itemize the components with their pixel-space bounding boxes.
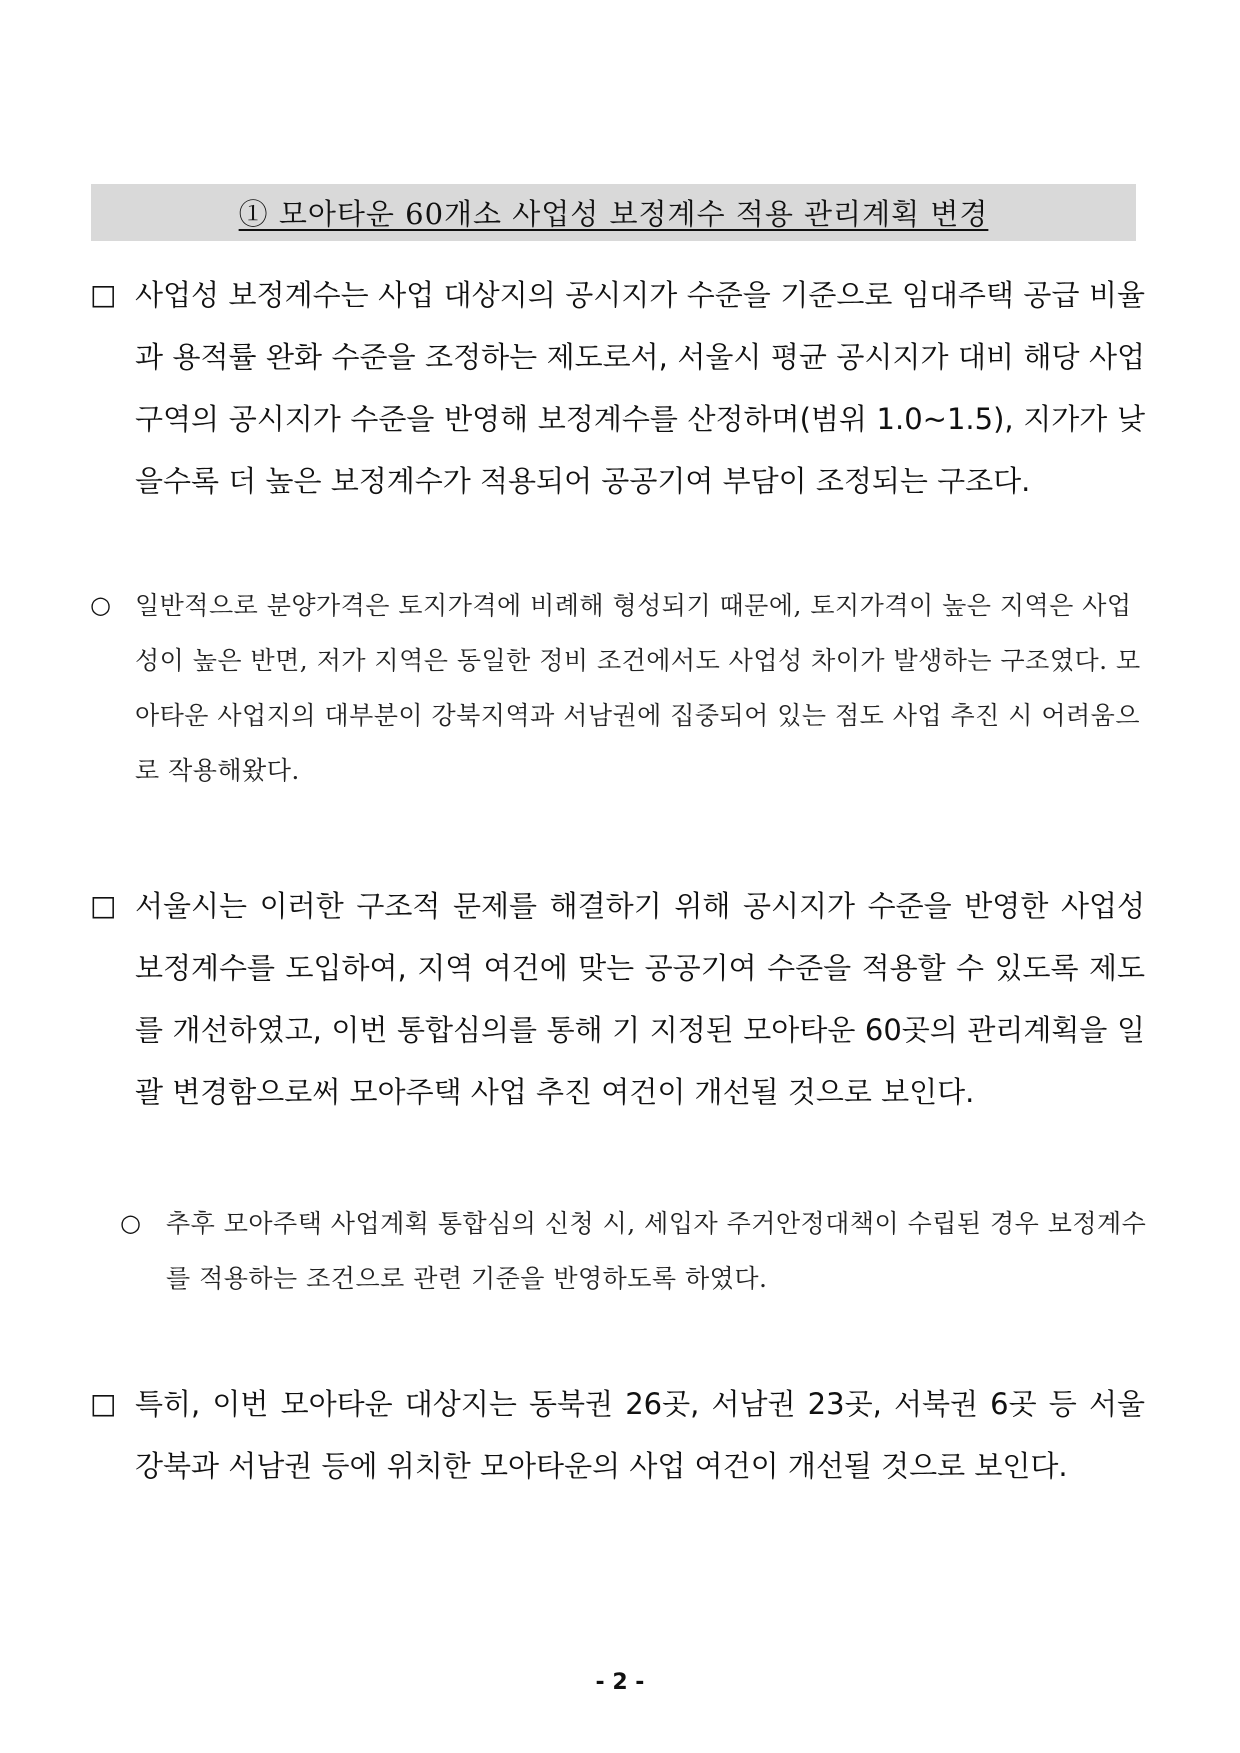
circle-bullet-icon: ○	[120, 1209, 141, 1237]
paragraph-2-text: 서울시는 이러한 구조적 문제를 해결하기 위해 공시지가 수준을 반영한 사업성 보정계수를 도입하여, 지역 여건에 맞는 공공기여 수준을 적용할 수 있도록 제도를 개선하였고, 이번 통합심의를 통해 기 지정된 모아타운 60곳의 관리계획을 일괄 변경함으로써 모아주택 사업 추진 여건이 개선될 것으로 보인다.	[135, 889, 1145, 1109]
paragraph-1-text: 사업성 보정계수는 사업 대상지의 공시지가 수준을 기준으로 임대주택 공급 비율과 용적률 완화 수준을 조정하는 제도로서, 서울시 평균 공시지가 대비 해당 사업구역의 공시지가 수준을 반영해 보정계수를 산정하며(범위 1.0~1.5), 지가가 낮을수록 더 높은 보정계수가 적용되어 공공기여 부담이 조정되는 구조다.	[135, 278, 1145, 498]
paragraph-1	[90, 264, 1145, 512]
sub-paragraph-1-text: 일반적으로 분양가격은 토지가격에 비례해 형성되기 때문에, 토지가격이 높은 지역은 사업성이 높은 반면, 저가 지역은 동일한 정비 조건에서도 사업성 차이가 발생하는 구조였다. 모아타운 사업지의 대부분이 강북지역과 서남권에 집중되어 있는 점도 사업 추진 시 어려움으로 작용해왔다.	[135, 591, 1141, 785]
sub-paragraph-1	[90, 578, 1145, 798]
circle-bullet-icon: ○	[90, 591, 111, 619]
square-bullet-icon: □	[90, 278, 117, 311]
square-bullet-icon: □	[90, 1387, 117, 1420]
paragraph-3	[90, 1373, 1145, 1497]
sub-paragraph-2-text: 추후 모아주택 사업계획 통합심의 신청 시, 세입자 주거안정대책이 수립된 경우 보정계수를 적용하는 조건으로 관련 기준을 반영하도록 하였다.	[166, 1209, 1147, 1293]
sub-paragraph-2	[120, 1196, 1175, 1306]
paragraph-2	[90, 875, 1145, 1123]
page-number: - 2 -	[595, 1670, 645, 1695]
section-title-bar	[91, 184, 1136, 241]
square-bullet-icon: □	[90, 889, 117, 922]
paragraph-3-text: 특히, 이번 모아타운 대상지는 동북권 26곳, 서남권 23곳, 서북권 6곳 등 서울 강북과 서남권 등에 위치한 모아타운의 사업 여건이 개선될 것으로 보인다.	[135, 1387, 1145, 1483]
section-title: ① 모아타운 60개소 사업성 보정계수 적용 관리계획 변경	[238, 197, 989, 231]
